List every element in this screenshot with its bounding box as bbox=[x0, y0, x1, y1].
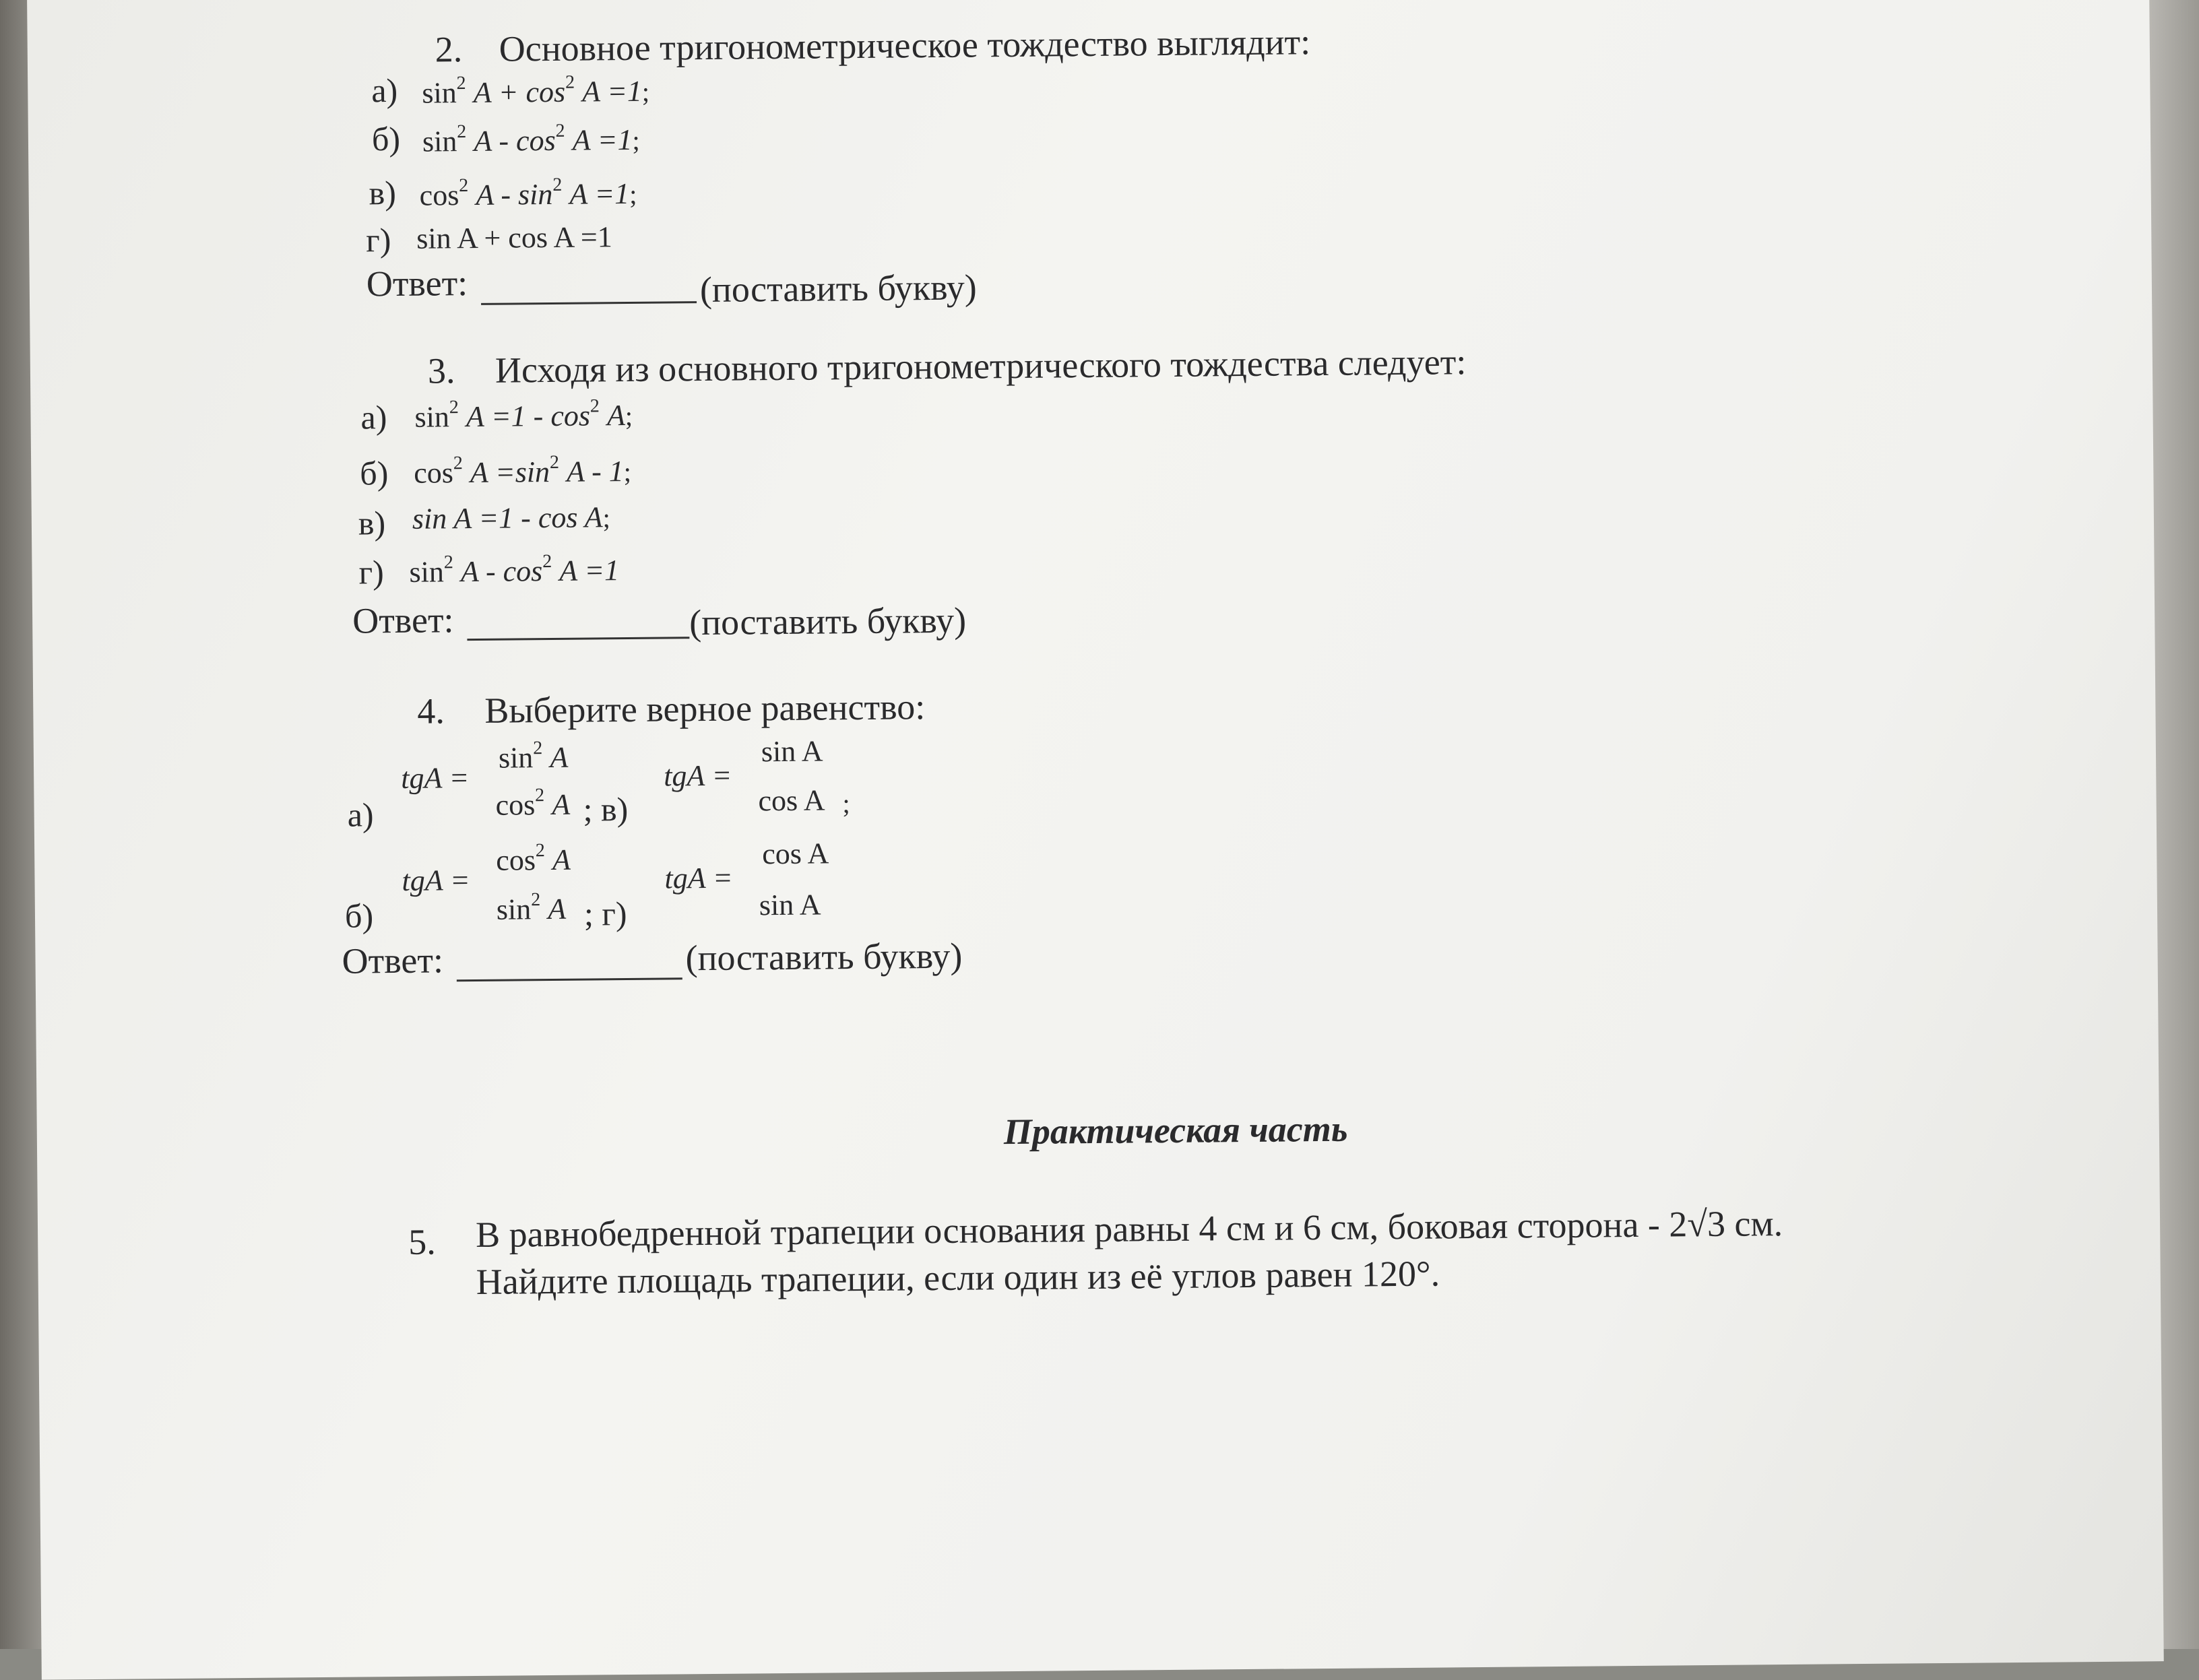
q3-option-g-formula: $\sin^2 A - \cos^2 A =1$ bbox=[409, 550, 620, 589]
q4-option-b-numerator: $\cos^2 A$ bbox=[496, 840, 571, 877]
worksheet-paper bbox=[27, 0, 2164, 1680]
q4-option-a-separator: ; в) bbox=[583, 790, 629, 829]
q4-option-v-lhs: tgA = bbox=[663, 758, 732, 793]
q4-option-a-denominator: $\cos^2 A$ bbox=[495, 785, 571, 822]
q2-answer-label: Ответ: bbox=[366, 263, 468, 304]
q4-answer-label: Ответ: bbox=[342, 940, 444, 981]
q4-option-v-separator: ; bbox=[842, 788, 850, 819]
q2-option-g-formula: sin A + cos A =1 bbox=[416, 220, 612, 255]
q4-option-b-label: б) bbox=[344, 897, 374, 935]
q4-option-v-numerator: sin A bbox=[761, 734, 823, 769]
q3-answer-label: Ответ: bbox=[352, 600, 454, 641]
q3-option-a-formula: $\sin^2 A =1 - \cos^2 A$; bbox=[414, 395, 633, 434]
q3-number: 3. bbox=[427, 350, 455, 391]
q2-option-g-label: г) bbox=[365, 221, 391, 259]
q2-option-b-formula: $\sin^2 A - \cos^2 A =1$; bbox=[422, 120, 640, 158]
q2-option-v-formula: $\cos^2 A - \sin^2 A =1$; bbox=[419, 174, 637, 212]
q2-option-v-label: в) bbox=[369, 173, 397, 212]
q2-answer-hint: (поставить букву) bbox=[699, 267, 977, 311]
q4-option-b-separator: ; г) bbox=[583, 895, 627, 933]
q3-option-v-label: в) bbox=[358, 504, 386, 542]
q4-option-a-label: а) bbox=[347, 796, 374, 834]
q3-answer-blank[interactable] bbox=[467, 637, 689, 641]
q4-title: Выберите верное равенство: bbox=[484, 686, 926, 731]
q3-answer-hint: (поставить букву) bbox=[689, 600, 967, 643]
q4-option-b-denominator: $\sin^2 A$ bbox=[496, 889, 567, 926]
q2-option-b-label: б) bbox=[371, 119, 401, 158]
q3-title: Исходя из основного тригонометрического тождества следует: bbox=[495, 342, 1467, 391]
practical-part-heading: Практическая часть bbox=[1003, 1108, 1348, 1153]
q3-option-g-label: г) bbox=[358, 553, 384, 591]
q3-option-b-formula: $\cos^2 A =\sin^2$ A - 1; bbox=[414, 451, 632, 490]
q3-option-b-label: б) bbox=[360, 454, 389, 492]
q4-option-g-lhs: tgA = bbox=[664, 861, 733, 895]
q3-option-v-formula: sin A =1 - cos A; bbox=[412, 500, 610, 536]
q4-option-v-denominator: cos A bbox=[758, 783, 825, 818]
q2-title: Основное тригонометрическое тождество выглядит: bbox=[499, 22, 1311, 69]
q2-option-a-formula: $\sin^2 A + \cos^2 A =1$; bbox=[422, 71, 650, 110]
q2-option-a-label: а) bbox=[371, 71, 398, 110]
q3-option-a-label: а) bbox=[360, 398, 387, 437]
q5-number: 5. bbox=[408, 1221, 436, 1262]
q4-number: 4. bbox=[417, 690, 445, 732]
q4-option-a-lhs: tgA = bbox=[401, 761, 470, 795]
q5-line-2: Найдите площадь трапеции, если один из её углов равен 120°. bbox=[476, 1253, 1440, 1302]
q5-line-1: В равнобедренной трапеции основания равны 4 см и 6 см, боковая сторона - 2√3 см. bbox=[475, 1203, 1783, 1256]
q4-option-a-numerator: $\sin^2 A$ bbox=[498, 738, 569, 775]
q4-option-g-denominator: sin A bbox=[759, 888, 821, 922]
q4-answer-hint: (поставить букву) bbox=[685, 935, 963, 979]
q4-option-g-numerator: cos A bbox=[762, 837, 829, 871]
q2-number: 2. bbox=[435, 29, 463, 70]
q4-answer-blank[interactable] bbox=[457, 977, 682, 981]
q4-option-b-lhs: tgA = bbox=[402, 864, 470, 897]
q2-answer-blank[interactable] bbox=[481, 301, 697, 305]
